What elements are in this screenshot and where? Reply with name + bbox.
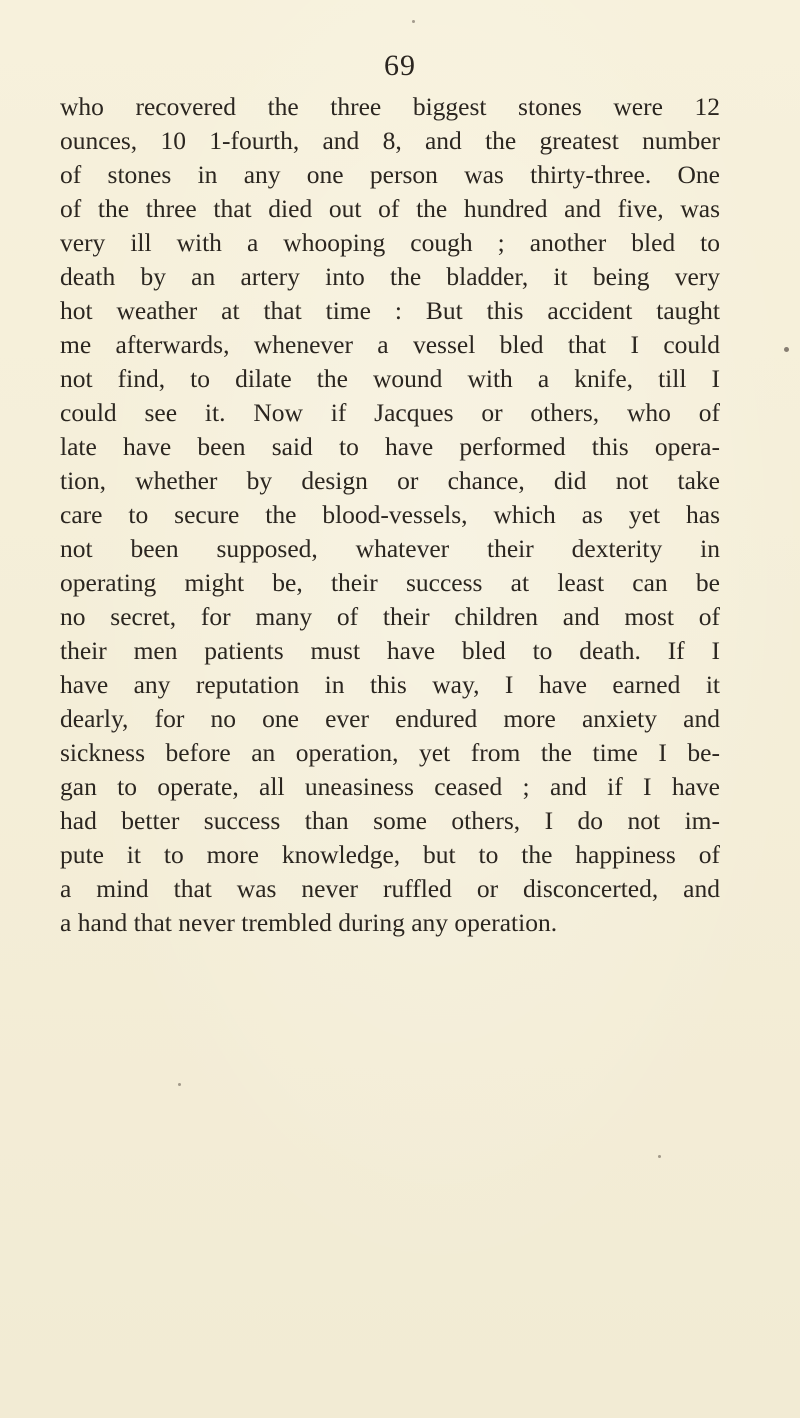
- text-line: gan to operate, all uneasiness ceased ; and if I have: [60, 772, 720, 801]
- body-text: [60, 90, 720, 940]
- text-line: late have been said to have performed this opera-: [60, 432, 720, 461]
- text-line: tion, whether by design or chance, did not take: [60, 466, 720, 495]
- ink-speck: [178, 1083, 181, 1086]
- text-line: who recovered the three biggest stones were 12: [60, 92, 720, 121]
- text-line: very ill with a whooping cough ; another bled to: [60, 228, 720, 257]
- text-line: pute it to more knowledge, but to the happiness of: [60, 840, 720, 869]
- text-line: not find, to dilate the wound with a knife, till I: [60, 364, 720, 393]
- text-line: had better success than some others, I do not im-: [60, 806, 720, 835]
- ink-speck: [412, 20, 415, 23]
- text-line: hot weather at that time : But this accident taught: [60, 296, 720, 325]
- text-line: their men patients must have bled to death. If I: [60, 636, 720, 665]
- ink-speck: [658, 1155, 661, 1158]
- text-line: no secret, for many of their children and most of: [60, 602, 720, 631]
- text-line: sickness before an operation, yet from the time I be-: [60, 738, 720, 767]
- text-line: of the three that died out of the hundred and five, was: [60, 194, 720, 223]
- text-line: death by an artery into the bladder, it being very: [60, 262, 720, 291]
- text-line: a hand that never trembled during any operation.: [60, 908, 558, 937]
- text-line: dearly, for no one ever endured more anxiety and: [60, 704, 720, 733]
- text-line: have any reputation in this way, I have earned it: [60, 670, 720, 699]
- text-line: operating might be, their success at least can be: [60, 568, 720, 597]
- text-line: me afterwards, whenever a vessel bled that I could: [60, 330, 720, 359]
- text-line: ounces, 10 1-fourth, and 8, and the greatest number: [60, 126, 720, 155]
- page-number: 69: [384, 49, 416, 82]
- text-line: care to secure the blood-vessels, which as yet has: [60, 500, 720, 529]
- ink-speck: [784, 347, 789, 352]
- text-line: not been supposed, whatever their dexterity in: [60, 534, 720, 563]
- text-line: a mind that was never ruffled or disconcerted, and: [60, 874, 720, 903]
- text-line: of stones in any one person was thirty-three. One: [60, 160, 720, 189]
- text-line: could see it. Now if Jacques or others, who of: [60, 398, 720, 427]
